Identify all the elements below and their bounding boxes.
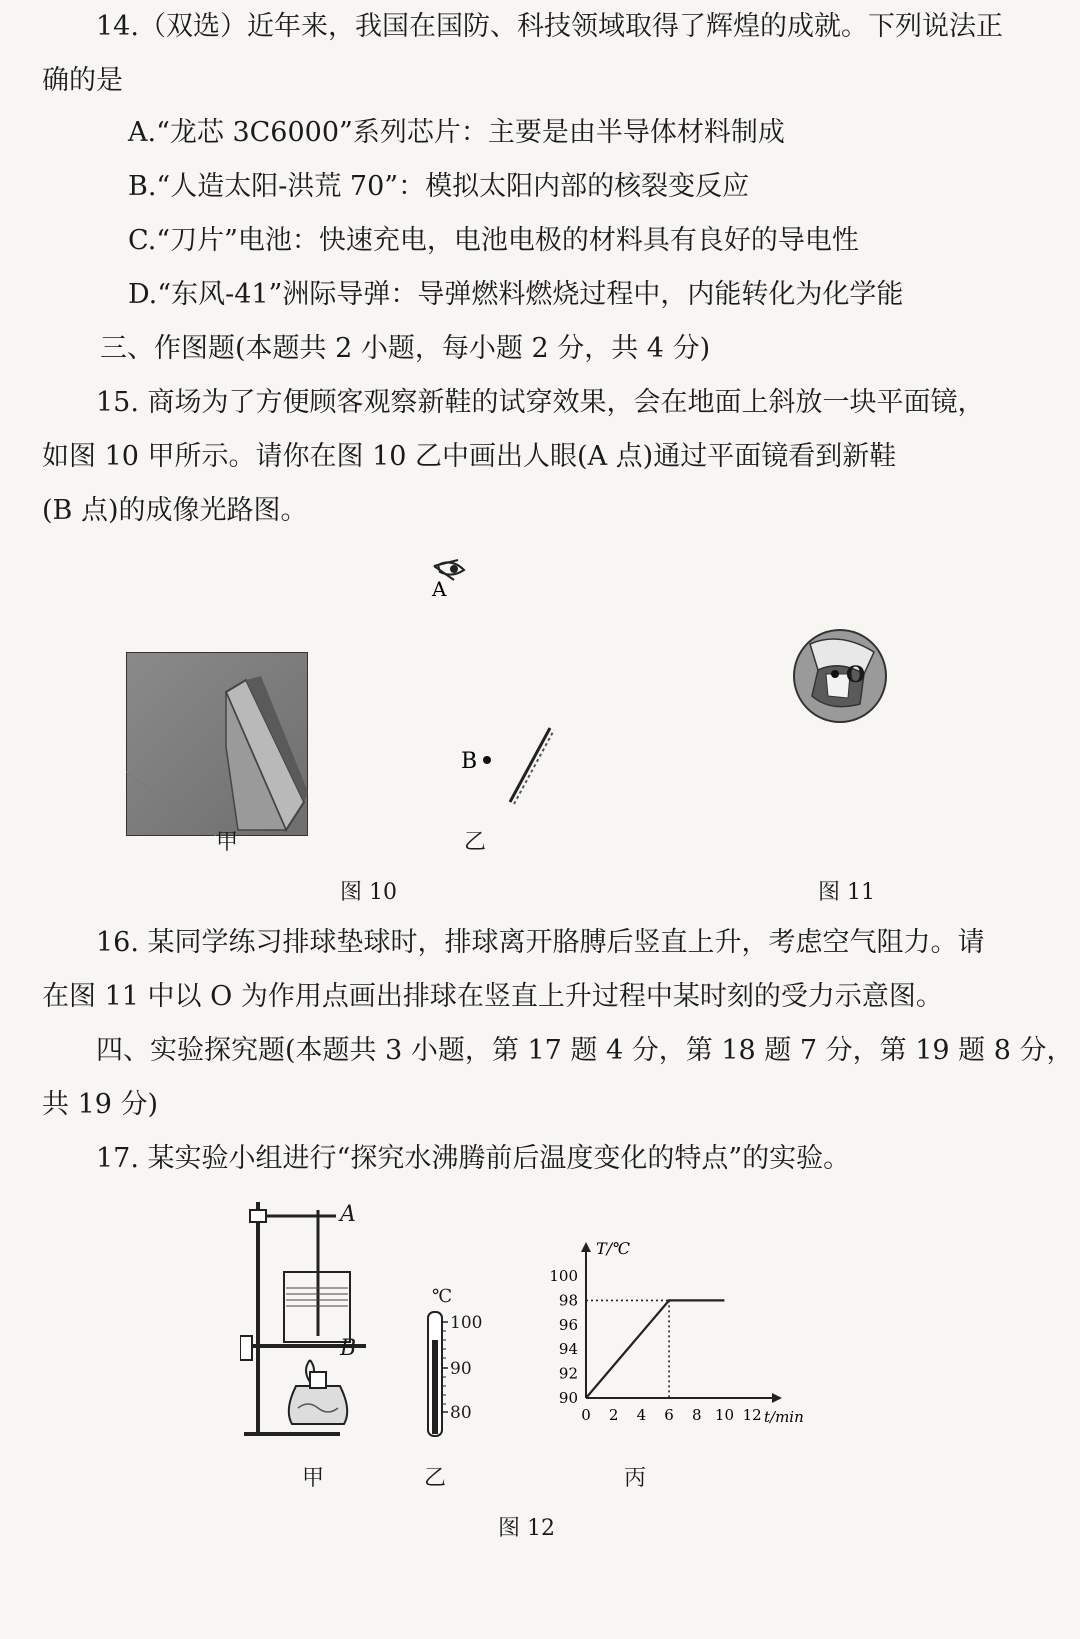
fig12-thermo-tick-80: 80 [450, 1403, 472, 1423]
section4-heading-line2: 共 19 分) [42, 1089, 159, 1120]
fig11-volleyball [790, 626, 890, 726]
point-b [483, 756, 491, 764]
chart-x-tick-label: 4 [636, 1406, 647, 1424]
fig11-label-o: O [846, 662, 866, 688]
fig10-label-a: A [432, 577, 447, 601]
fig12-sub-bing: 丙 [624, 1466, 647, 1491]
q14-option-a: A.“龙芯 3C6000”系列芯片：主要是由半导体材料制成 [128, 117, 785, 148]
chart-x-axis-arrow [772, 1393, 782, 1403]
fig12-caption: 图 12 [498, 1516, 555, 1541]
chart-y-tick-label: 100 [549, 1267, 578, 1285]
point-o [831, 670, 839, 678]
fig11-caption: 图 11 [818, 880, 875, 905]
fig10-yi-diagram [428, 556, 578, 826]
chart-y-tick-label: 94 [558, 1340, 578, 1359]
fig10-label-b: B [461, 749, 478, 774]
q16-line1: 16. 某同学练习排球垫球时，排球离开胳膊后竖直上升，考虑空气阻力。请 [96, 927, 985, 958]
fig12-thermo-unit: ℃ [432, 1286, 453, 1307]
chart-y-tick-label: 96 [558, 1315, 578, 1334]
chart-x-tick-label: 12 [742, 1406, 762, 1424]
fig10-sub-jia: 甲 [216, 830, 239, 855]
q15-line2: 如图 10 甲所示。请你在图 10 乙中画出人眼(A 点)通过平面镜看到新鞋 [42, 441, 897, 472]
fig12-thermo-tick-90: 90 [450, 1359, 472, 1379]
chart-x-tick-label: 6 [664, 1406, 674, 1424]
chart-y-axis-arrow [581, 1242, 591, 1252]
fig12-jia-apparatus [240, 1196, 380, 1446]
section3-heading: 三、作图题(本题共 2 小题，每小题 2 分，共 4 分) [100, 333, 711, 364]
q14-option-c: C.“刀片”电池：快速充电，电池电极的材料具有良好的导电性 [128, 225, 859, 256]
fig10-sub-yi: 乙 [464, 830, 487, 855]
fig12-thermo-tick-100: 100 [450, 1313, 483, 1333]
chart-xlabel: t/min [764, 1408, 804, 1426]
chart-x-tick-label: 2 [608, 1406, 619, 1424]
chart-y-tick-label: 98 [558, 1291, 578, 1310]
fig12-label-a: A [340, 1202, 356, 1227]
chart-x-tick-label: 8 [691, 1406, 702, 1424]
fig12-sub-yi: 乙 [424, 1466, 447, 1491]
q14-stem-line2: 确的是 [42, 65, 123, 96]
fig10-caption: 图 10 [340, 880, 397, 905]
q17-line1: 17. 某实验小组进行“探究水沸腾前后温度变化的特点”的实验。 [96, 1143, 851, 1174]
q14-option-d: D.“东风-41”洲际导弹：导弹燃料燃烧过程中，内能转化为化学能 [128, 279, 904, 310]
q15-line1: 15. 商场为了方便顾客观察新鞋的试穿效果，会在地面上斜放一块平面镜， [96, 387, 985, 418]
q15-line3: (B 点)的成像光路图。 [42, 495, 308, 526]
chart-ylabel: T/℃ [596, 1240, 630, 1258]
chart-x-tick-label: 0 [581, 1406, 591, 1424]
fig10-jia-photo [126, 652, 308, 836]
q14-stem-line1: 14.（双选）近年来，我国在国防、科技领域取得了辉煌的成就。下列说法正 [96, 11, 1003, 42]
fig12-bing-chart [540, 1240, 810, 1440]
section4-heading-line1: 四、实验探究题(本题共 3 小题，第 17 题 4 分，第 18 题 7 分，第 19 题 8 分， [96, 1035, 1074, 1066]
chart-y-tick-label: 90 [558, 1389, 578, 1407]
plane-mirror [510, 728, 554, 804]
q16-line2: 在图 11 中以 O 为作用点画出排球在竖直上升过程中某时刻的受力示意图。 [42, 981, 943, 1012]
chart-x-tick-label: 10 [714, 1406, 735, 1424]
q14-option-b: B.“人造太阳-洪荒 70”：模拟太阳内部的核裂变反应 [128, 171, 750, 202]
fig12-yi-thermometer [420, 1310, 448, 1440]
fig12-sub-jia: 甲 [302, 1466, 325, 1491]
fig12-label-b: B [340, 1336, 357, 1361]
chart-y-tick-label: 92 [558, 1364, 578, 1383]
chart-series-line [586, 1300, 724, 1398]
